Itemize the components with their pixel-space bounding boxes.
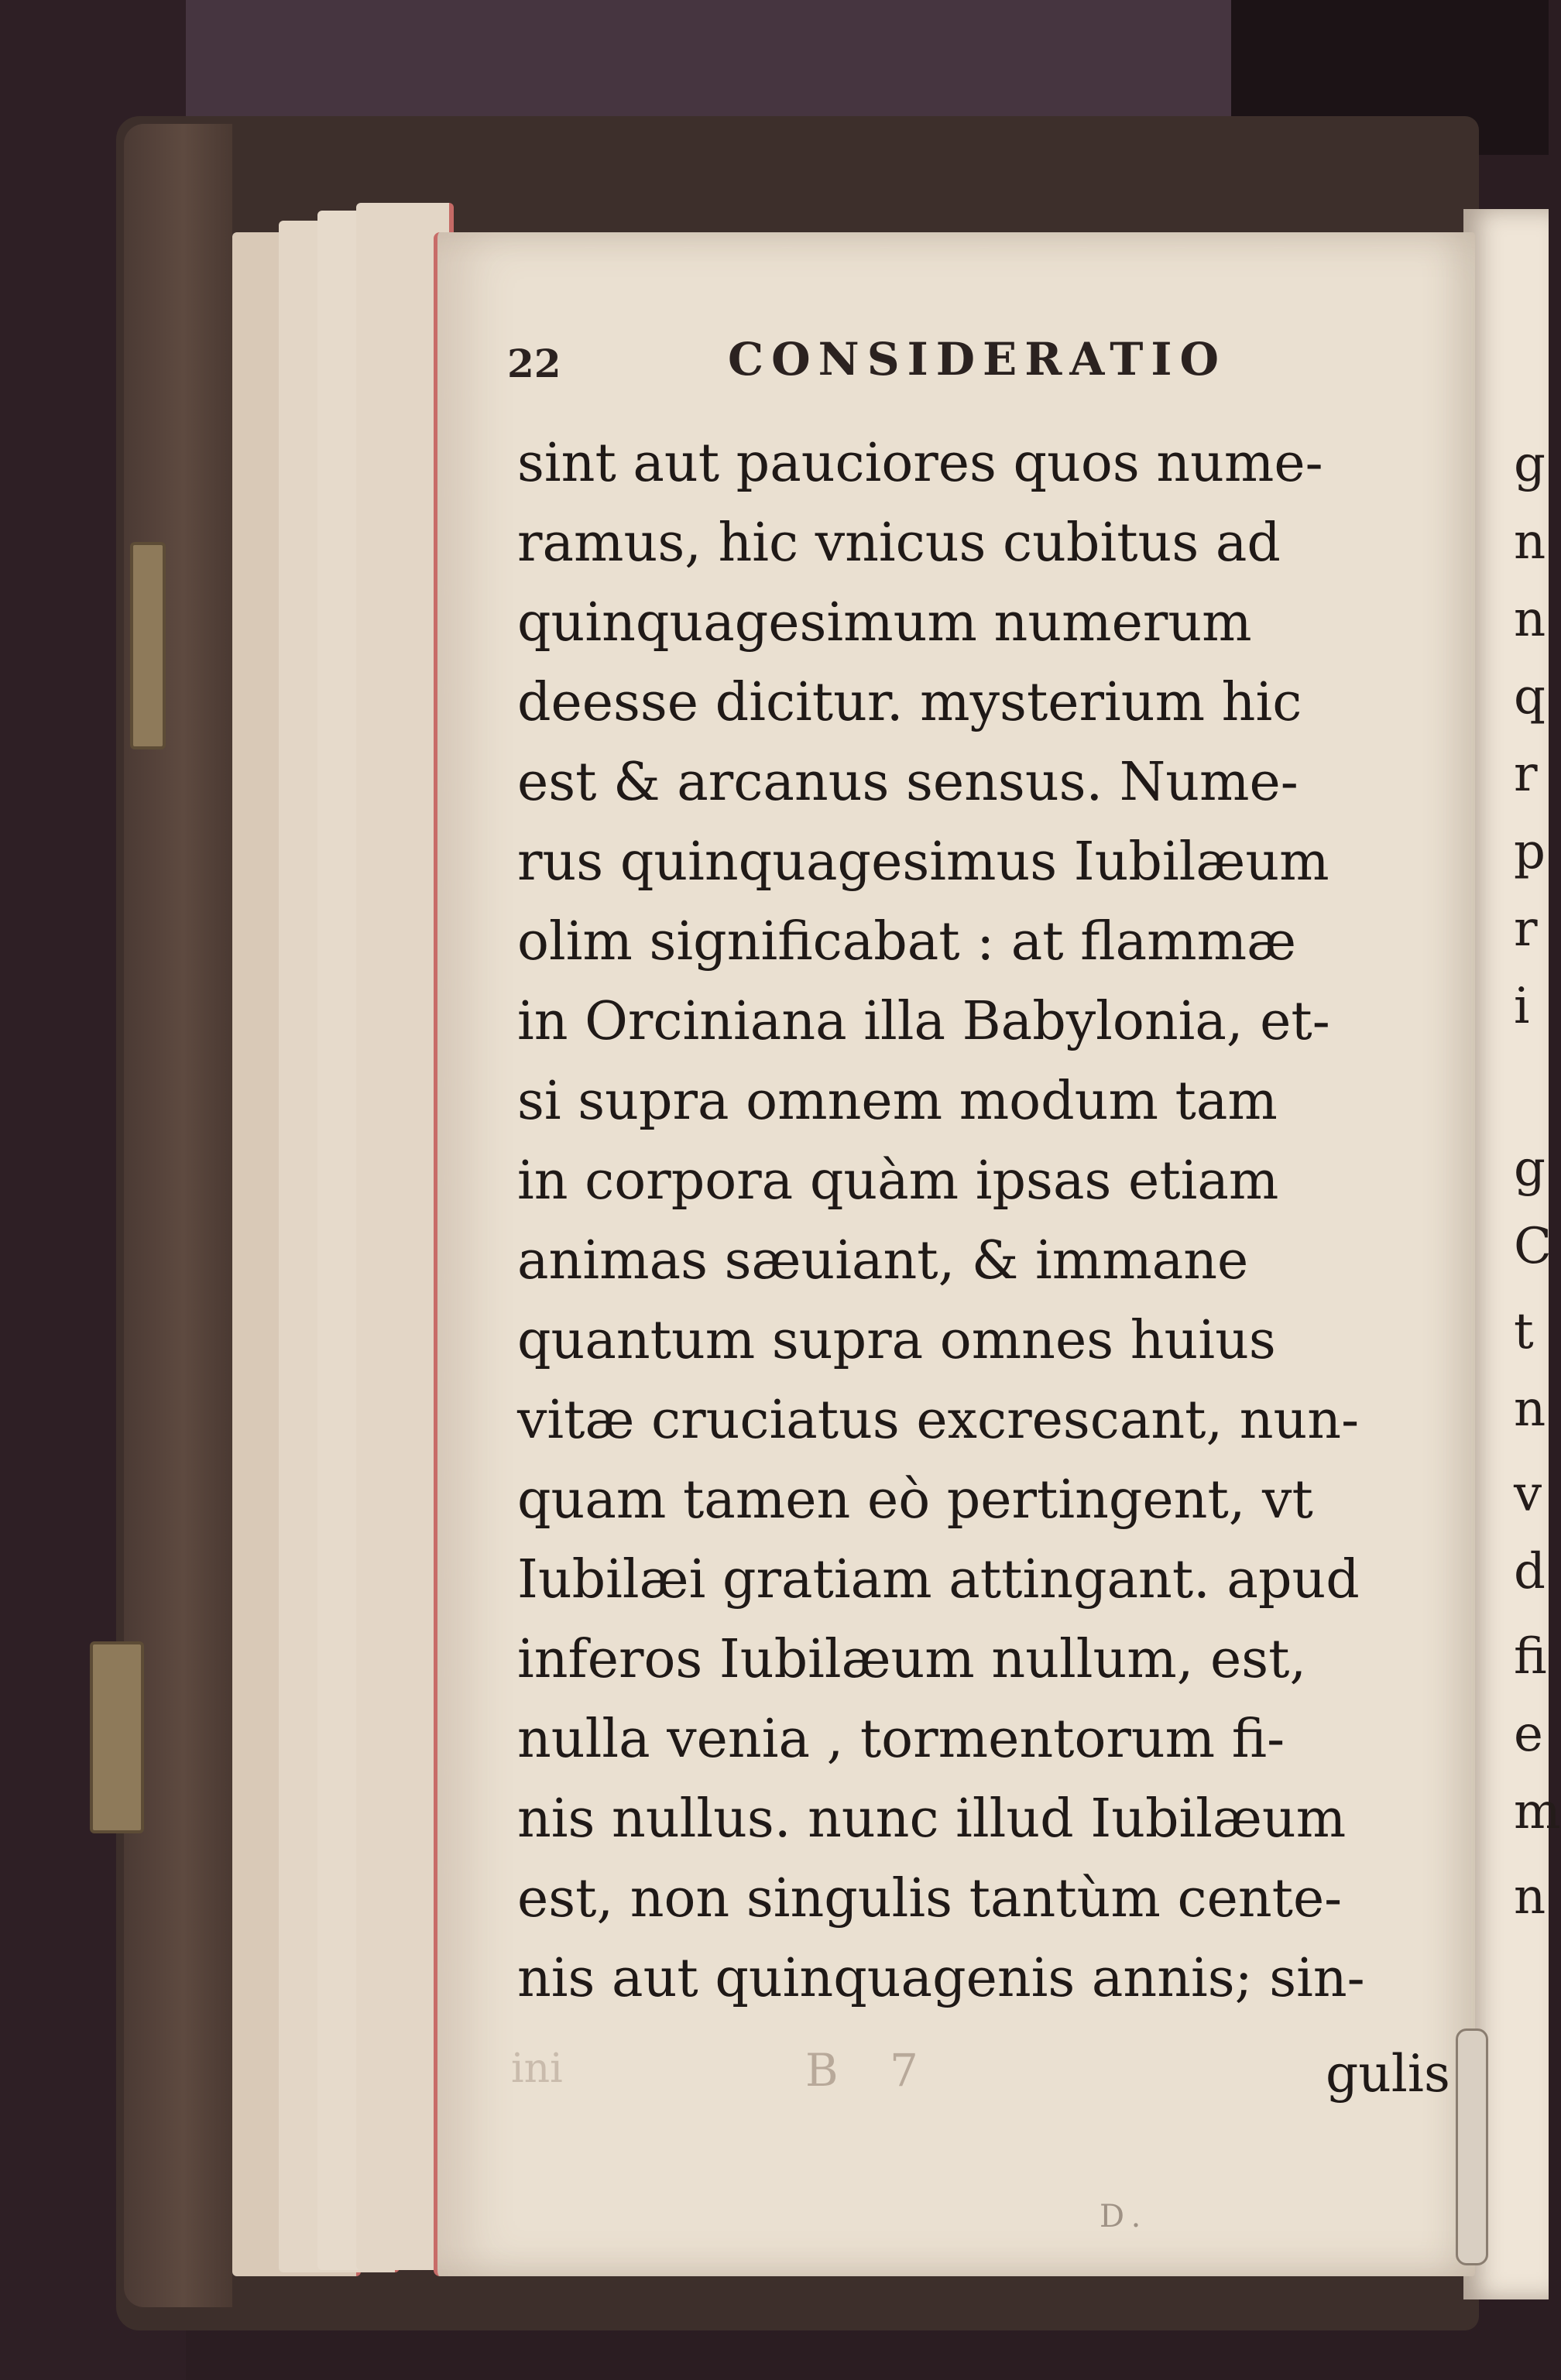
text-line: deesse dicitur. mysterium hic	[517, 672, 1302, 733]
text-line: ramus, hic vnicus cubitus ad	[517, 513, 1281, 574]
facing-page-letter: C	[1514, 1218, 1552, 1275]
text-line: est & arcanus sensus. Nume-	[517, 752, 1299, 813]
facing-page-letter: g	[1514, 1140, 1546, 1198]
facing-page-letter: n	[1514, 1868, 1546, 1926]
facing-page-letter: n	[1514, 1380, 1546, 1438]
facing-page-letter: v	[1514, 1466, 1542, 1523]
text-line: quinquagesimum numerum	[517, 592, 1252, 653]
clasp-upper	[130, 542, 166, 749]
text-line: vitæ cruciatus excrescant, nun-	[517, 1390, 1360, 1451]
facing-page-letter: g	[1514, 436, 1546, 493]
facing-page-letter: p	[1514, 823, 1546, 880]
text-line: olim significabat : at flammæ	[517, 911, 1297, 972]
facing-page-letter: t	[1514, 1303, 1534, 1360]
bookmark-ribbon	[1456, 2028, 1488, 2265]
text-line: sint aut pauciores quos nume-	[517, 433, 1323, 494]
text-line: animas sæuiant, & immane	[517, 1230, 1249, 1291]
show-through-text: ini	[511, 2046, 563, 2092]
facing-page-letter: n	[1514, 513, 1546, 571]
text-line: nis aut quinquagenis annis; sin-	[517, 1948, 1365, 2009]
catchword: gulis	[1326, 2044, 1450, 2104]
clasp-lower	[90, 1641, 144, 1833]
text-line: quantum supra omnes huius	[517, 1310, 1276, 1371]
facing-page-letter: e	[1514, 1706, 1543, 1763]
facing-page-letter: r	[1514, 746, 1538, 803]
facing-page-letter: i	[1514, 978, 1530, 1035]
facing-page-letter: d	[1514, 1543, 1546, 1600]
book-board-top	[0, 0, 1247, 132]
page-number: 22	[507, 341, 561, 386]
text-line: est, non singulis tantùm cente-	[517, 1868, 1343, 1929]
facing-page-letter: n	[1514, 591, 1546, 648]
text-line: quam tamen eò pertingent, vt	[517, 1469, 1313, 1531]
text-line: in Orciniana illa Babylonia, et-	[517, 991, 1330, 1052]
text-line: rus quinquagesimus Iubilæum	[517, 832, 1329, 893]
text-line: nis nullus. nunc illud Iubilæum	[517, 1788, 1347, 1850]
facing-page-letter: r	[1514, 900, 1538, 958]
running-head: CONSIDERATIO	[728, 333, 1227, 386]
facing-page-letter: q	[1514, 668, 1546, 725]
text-line: inferos Iubilæum nullum, est,	[517, 1629, 1307, 1690]
text-line: Iubilæi gratiam attingant. apud	[517, 1549, 1360, 1610]
show-through-bottom: D.	[1100, 2199, 1149, 2234]
signature-mark: B 7	[805, 2044, 937, 2097]
text-line: in corpora quàm ipsas etiam	[517, 1151, 1279, 1212]
facing-page-letter: m	[1514, 1783, 1561, 1840]
facing-page-letter: fi	[1514, 1628, 1547, 1686]
book-spine	[124, 124, 232, 2307]
text-line: si supra omnem modum tam	[517, 1071, 1278, 1132]
text-line: nulla venia , tormentorum fi-	[517, 1709, 1285, 1770]
